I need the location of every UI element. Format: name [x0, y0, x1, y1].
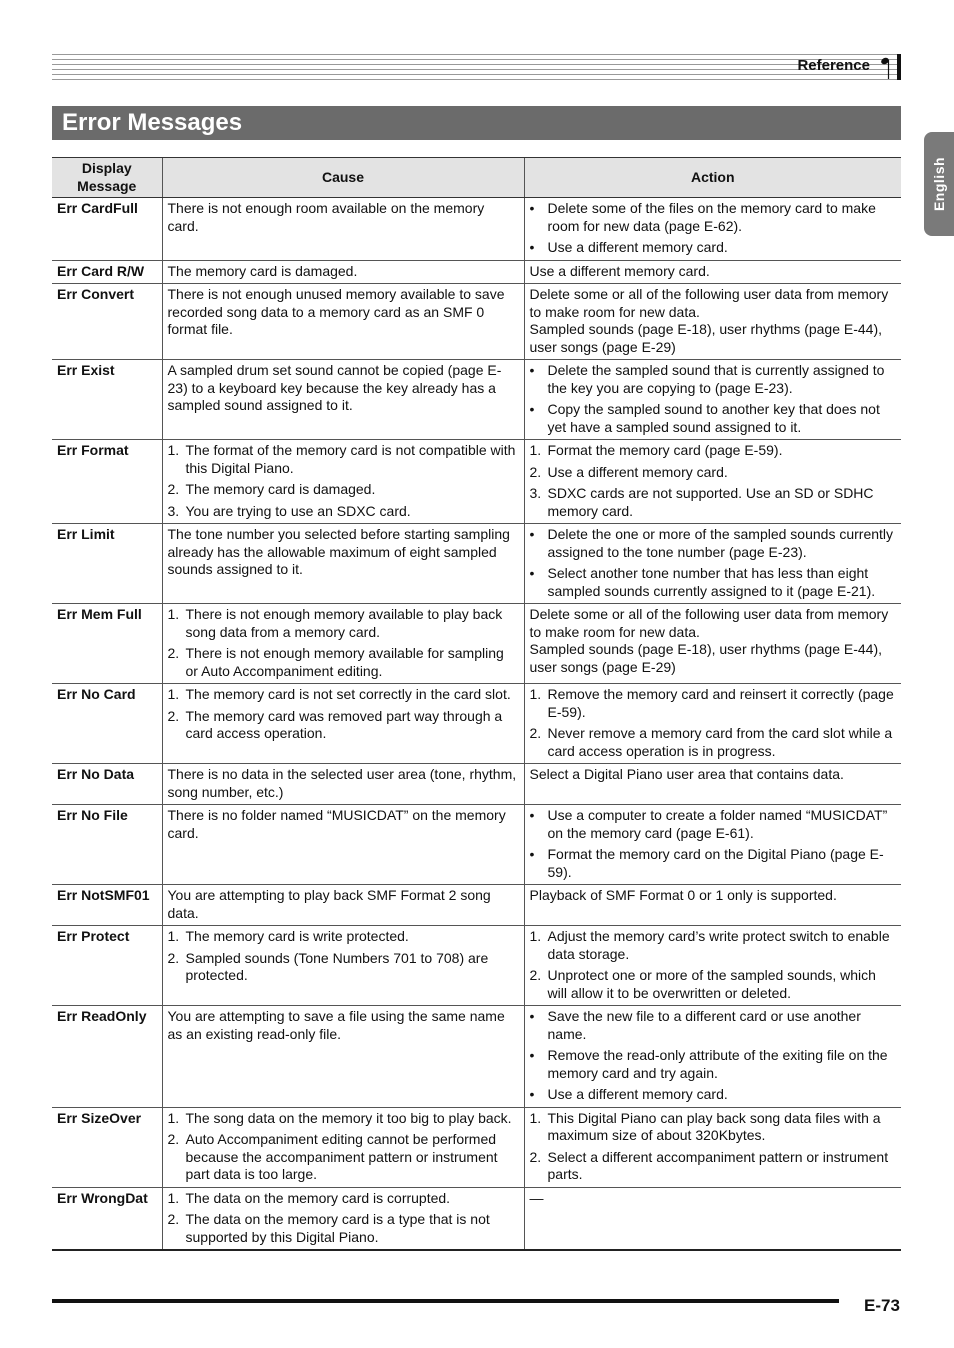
action-text: — [529, 1189, 544, 1206]
item-marker: • [529, 846, 535, 862]
item-text: The data on the memory card is corrupted. [185, 1189, 451, 1206]
item-text: Remove the read-only attribute of the exiting file on the memory card and try again. [547, 1047, 888, 1081]
header-end-bar [897, 54, 901, 80]
action-text: Delete some or all of the following user data from memory to make room for new data. [529, 606, 889, 640]
item-marker: 2. [529, 725, 542, 741]
header-action: Action [524, 158, 901, 198]
cause-cell [162, 524, 524, 604]
action-cell [524, 805, 901, 885]
item-marker: • [529, 526, 535, 542]
cause-text: There is no data in the selected user area (tone, rhythm, song number, etc.) [167, 766, 517, 800]
cause-cell [162, 684, 524, 764]
action-text: Playback of SMF Format 0 or 1 only is supported. [529, 887, 837, 903]
action-item [530, 686, 897, 721]
item-text: Save the new file to a different card or use another name. [547, 1008, 861, 1042]
item-text: The format of the memory card is not compatible with this Digital Piano. [185, 442, 516, 476]
action-cell [524, 1187, 901, 1250]
table-row [52, 885, 901, 926]
cause-cell [162, 604, 524, 684]
cause-cell [162, 885, 524, 926]
cause-text: There is not enough unused memory available to save recorded song data to a memory card as an SMF 0 format file. [167, 286, 505, 337]
item-marker: 2. [529, 967, 542, 983]
item-marker: • [529, 200, 535, 216]
item-marker: 1. [529, 442, 542, 458]
error-code: Err Mem Full [52, 604, 162, 684]
cause-cell [162, 764, 524, 805]
action-item [530, 1086, 897, 1104]
language-tab [924, 132, 954, 236]
item-marker: • [529, 1086, 535, 1102]
item-text: Delete some of the files on the memory card to make room for new data (page E-62). [547, 200, 876, 234]
section-label: Reference [797, 57, 870, 74]
cause-cell [162, 440, 524, 524]
action-cell [524, 1107, 901, 1187]
action-text: Use a different memory card. [529, 262, 710, 279]
item-text: The memory card is not set correctly in the card slot. [185, 686, 511, 702]
action-item [530, 526, 897, 561]
item-marker: 2. [167, 481, 180, 497]
item-text: Format the memory card (page E-59). [547, 442, 783, 458]
action-item [530, 1008, 897, 1043]
action-cell [524, 926, 901, 1006]
cause-item [168, 1190, 519, 1208]
cause-cell [162, 1187, 524, 1250]
action-item [530, 565, 897, 600]
cause-text: The tone number you selected before starting sampling already has the allowable maximum of eight sampled sounds assigned to it. [167, 526, 510, 577]
item-marker: 2. [167, 1131, 180, 1147]
action-cell [524, 604, 901, 684]
item-marker: 1. [167, 928, 180, 944]
item-text: Use a different memory card. [547, 1086, 728, 1102]
action-text: Delete some or all of the following user data from memory to make room for new data. [529, 286, 889, 320]
cause-text: There is no folder named “MUSICDAT” on the memory card. [167, 807, 506, 841]
action-cell [524, 360, 901, 440]
cause-text: You are attempting to play back SMF Format 2 song data. [167, 887, 491, 921]
error-code: Err SizeOver [52, 1107, 162, 1187]
item-text: Remove the memory card and reinsert it correctly (page E-59). [547, 686, 894, 720]
error-code: Err WrongDat [52, 1187, 162, 1250]
error-code: Err Format [52, 440, 162, 524]
table-row [52, 440, 901, 524]
cause-item [168, 928, 519, 946]
action-text-detail: Sampled sounds (page E-18), user rhythms (page E-44), user songs (page E-29) [529, 641, 883, 675]
error-messages-table [52, 157, 901, 1251]
item-text: You are trying to use an SDXC card. [185, 502, 411, 519]
cause-item [168, 442, 519, 477]
table-row [52, 1107, 901, 1187]
cause-item [168, 950, 519, 985]
item-marker: 1. [529, 928, 542, 944]
action-item [530, 362, 897, 397]
item-marker: • [529, 401, 535, 417]
cause-cell [162, 1006, 524, 1108]
item-text: Select another tone number that has less than eight sampled sounds currently assigned to it (page E-21). [547, 565, 876, 599]
error-code: Err NotSMF01 [52, 885, 162, 926]
item-marker: 2. [167, 707, 180, 724]
action-item [530, 442, 897, 460]
item-marker: 2. [167, 1211, 180, 1227]
language-tab-label: English [931, 156, 947, 212]
action-item [530, 846, 897, 881]
table-row [52, 360, 901, 440]
item-text: The data on the memory card is a type that is not supported by this Digital Piano. [185, 1211, 490, 1245]
table-row [52, 604, 901, 684]
cause-text: There is not enough room available on the memory card. [167, 200, 485, 234]
table-row [52, 684, 901, 764]
item-marker: 1. [167, 1109, 180, 1126]
action-cell [524, 440, 901, 524]
item-text: This Digital Piano can play back song data files with a maximum size of about 320Kbytes. [547, 1109, 881, 1143]
table-row [52, 1187, 901, 1250]
error-code: Err No Data [52, 764, 162, 805]
page-number: E-73 [864, 1296, 900, 1315]
cause-item [168, 481, 519, 499]
action-item [530, 485, 897, 520]
action-item [530, 1047, 897, 1082]
item-marker: 1. [167, 1189, 180, 1206]
action-item [530, 401, 897, 436]
item-marker: 1. [529, 686, 542, 702]
item-text: Format the memory card on the Digital Piano (page E-59). [547, 846, 884, 880]
item-text: Adjust the memory card’s write protect switch to enable data storage. [547, 928, 890, 962]
action-cell [524, 1006, 901, 1108]
item-text: Use a different memory card. [547, 239, 728, 255]
action-item [530, 464, 897, 482]
cause-text: The memory card is damaged. [167, 262, 358, 279]
page-title-bar [52, 106, 901, 140]
action-cell [524, 260, 901, 284]
error-code: Err Protect [52, 926, 162, 1006]
item-marker: 2. [529, 463, 542, 480]
cause-text: A sampled drum set sound cannot be copied (page E-23) to a keyboard key because the key already has a sampled sound assigned to it. [167, 362, 502, 413]
table-row [52, 284, 901, 360]
table-row [52, 1006, 901, 1108]
action-item [530, 239, 897, 257]
item-marker: 2. [529, 1148, 542, 1165]
cause-item [168, 503, 519, 521]
table-row [52, 260, 901, 284]
item-text: Select a different accompaniment pattern or instrument parts. [547, 1148, 889, 1182]
item-marker: • [529, 1047, 535, 1063]
header-display-message: Display Message [52, 158, 162, 198]
item-marker: • [529, 565, 535, 581]
error-code: Err Exist [52, 360, 162, 440]
cause-cell [162, 260, 524, 284]
header-rule-lines [52, 54, 900, 80]
item-text: Unprotect one or more of the sampled sounds, which will allow it to be overwritten or deleted. [547, 967, 876, 1001]
action-cell [524, 684, 901, 764]
item-marker: • [529, 239, 535, 255]
table-header-row [52, 158, 901, 198]
item-text: Copy the sampled sound to another key that does not yet have a sampled sound assigned to it. [547, 401, 880, 435]
item-marker: 2. [167, 949, 180, 966]
cause-item [168, 708, 519, 743]
cause-item [168, 645, 519, 680]
cause-cell [162, 198, 524, 261]
item-text: Delete the sampled sound that is currently assigned to the key you are copying to (page E-23). [547, 362, 885, 396]
cause-item [168, 1131, 519, 1184]
cause-cell [162, 360, 524, 440]
cause-item [168, 606, 519, 641]
cause-cell [162, 1107, 524, 1187]
item-marker: 2. [167, 645, 180, 661]
action-item [530, 725, 897, 760]
cause-cell [162, 284, 524, 360]
action-cell [524, 198, 901, 261]
action-text-detail: Sampled sounds (page E-18), user rhythms (page E-44), user songs (page E-29) [529, 321, 883, 355]
item-marker: 1. [167, 442, 180, 458]
item-text: SDXC cards are not supported. Use an SD or SDHC memory card. [547, 485, 874, 519]
error-code: Err No Card [52, 684, 162, 764]
item-text: Never remove a memory card from the card slot while a card access operation is in progress. [547, 725, 893, 759]
item-text: Use a different memory card. [547, 463, 728, 480]
item-marker: • [529, 1008, 535, 1024]
item-marker: 3. [529, 485, 542, 501]
action-cell [524, 284, 901, 360]
item-marker: • [529, 362, 535, 378]
item-text: Delete the one or more of the sampled sounds currently assigned to the tone number (page E-23). [547, 526, 894, 560]
page-title: Error Messages [62, 109, 243, 136]
item-marker: 1. [167, 686, 180, 702]
cause-item [168, 1110, 519, 1128]
item-text: There is not enough memory available to play back song data from a memory card. [185, 606, 503, 640]
error-code: Err ReadOnly [52, 1006, 162, 1108]
error-code: Err CardFull [52, 198, 162, 261]
cause-cell [162, 805, 524, 885]
item-marker: • [529, 807, 535, 823]
item-text: The song data on the memory it too big to play back. [185, 1109, 512, 1126]
header-cause: Cause [162, 158, 524, 198]
cause-cell [162, 926, 524, 1006]
error-code: Err No File [52, 805, 162, 885]
action-cell [524, 885, 901, 926]
item-text: The memory card is write protected. [185, 928, 409, 944]
action-item [530, 807, 897, 842]
cause-item [168, 686, 519, 704]
cause-item [168, 1211, 519, 1246]
footer-rule [52, 1299, 839, 1303]
item-marker: 3. [167, 502, 180, 519]
table-row [52, 198, 901, 261]
action-item [530, 1149, 897, 1184]
item-marker: 1. [167, 606, 180, 622]
action-text: Select a Digital Piano user area that contains data. [529, 766, 844, 782]
error-code: Err Convert [52, 284, 162, 360]
action-item [530, 200, 897, 235]
item-text: The memory card is damaged. [185, 481, 376, 497]
cause-text: You are attempting to save a file using the same name as an existing read-only file. [167, 1008, 505, 1042]
action-item [530, 967, 897, 1002]
action-item [530, 928, 897, 963]
item-text: Auto Accompaniment editing cannot be performed because the accompaniment pattern or instrument part data is too large. [185, 1131, 498, 1182]
item-text: Use a computer to create a folder named “MUSICDAT” on the memory card (page E-61). [547, 807, 888, 841]
action-item [530, 1110, 897, 1145]
item-text: Sampled sounds (Tone Numbers 701 to 708) are protected. [185, 949, 489, 983]
item-text: There is not enough memory available for sampling or Auto Accompaniment editing. [185, 645, 504, 679]
table-row [52, 805, 901, 885]
table-row [52, 926, 901, 1006]
action-cell [524, 524, 901, 604]
item-marker: 1. [529, 1109, 542, 1126]
table-row [52, 524, 901, 604]
item-text: The memory card was removed part way through a card access operation. [185, 707, 503, 741]
error-code: Err Limit [52, 524, 162, 604]
action-cell [524, 764, 901, 805]
error-code: Err Card R/W [52, 260, 162, 284]
table-row [52, 764, 901, 805]
